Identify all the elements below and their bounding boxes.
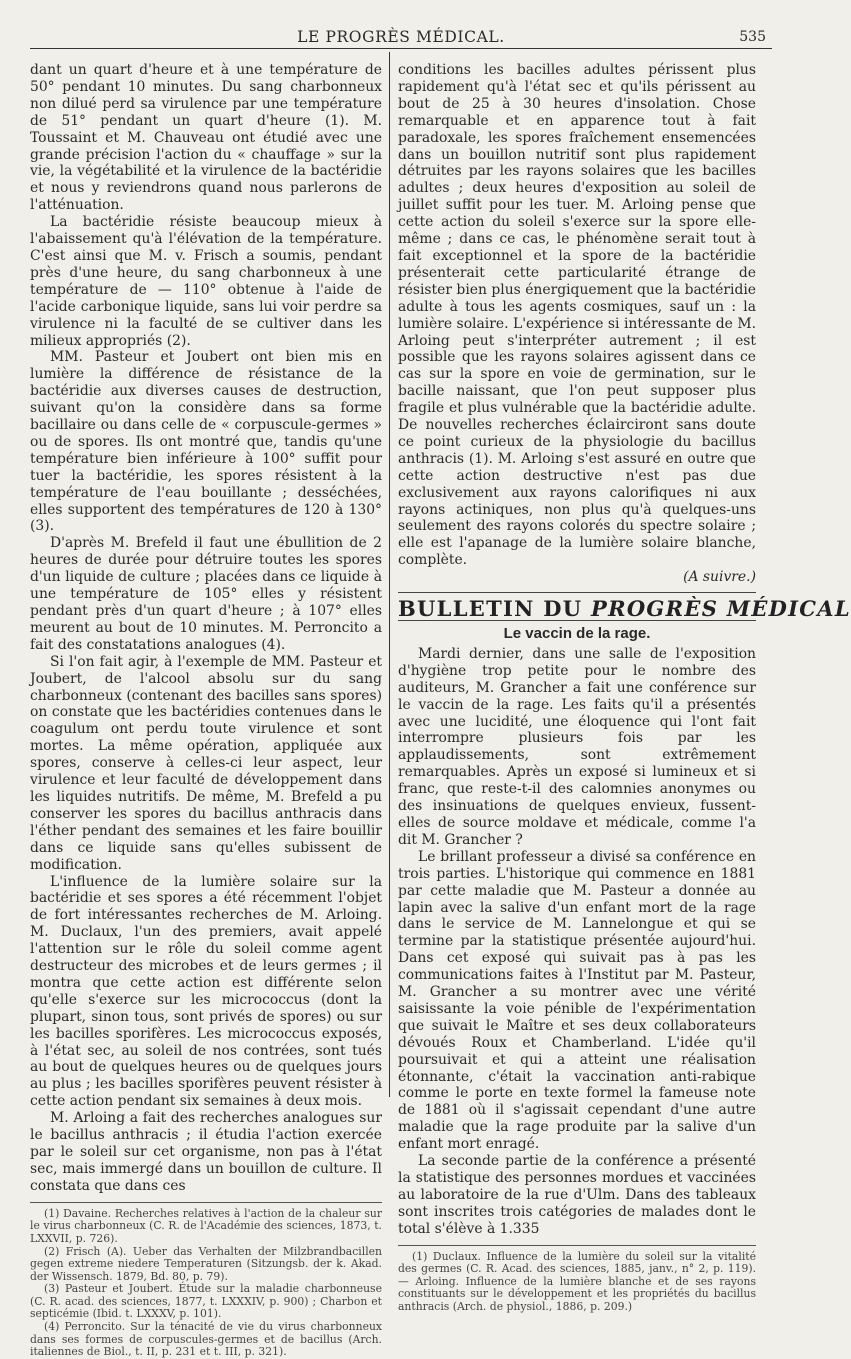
footnote: (1) Duclaux. Influence de la lumière du soleil sur la vitalité des germes (C. R. Acad. des sciences, 1885, janv., n° 2, p. 119). — Arloing. Influence de la lumière blanche et de ses rayons constituants sur le développement et les propriétés du bacillus anthracis (Arch. de physiol., 1886, p. 209.): [398, 1249, 756, 1313]
footnote: (2) Frisch (A). Ueber das Verhalten der Milzbrandbacillen gegen extreme niedere Temperaturen (Sitzungsb. der k. Akad. der Wissensch. 1879, Bd. 80, p. 79).: [30, 1244, 382, 1283]
bulletin-name: PROGRÈS MÉDICAL: [591, 596, 851, 622]
paragraph: Mardi dernier, dans une salle de l'exposition d'hygiène trop petite pour le nombre des auditeurs, M. Grancher a fait une conférence sur le vaccin de la rage. Les faits qu'il a présentés avec une lucidité, une éloquence qui l'ont fait interrompre plusieurs fois par les applaudissements, sont extrêmement remarquables. Après un exposé si lumineux et si franc, que reste-t-il des calomnies anonymes ou des insinuations de quelques envieux, fussent-elles de source moldave et médicale, comme l'a dit M. Grancher ?: [398, 645, 756, 848]
footnote: (3) Pasteur et Joubert. Étude sur la maladie charbonneuse (C. R. acad. des sciences, 1877, t. LXXXIV, p. 900) ; Charbon et septicémie (Ibid. t. LXXXV, p. 101).: [30, 1282, 382, 1321]
page-header: [30, 24, 772, 49]
journal-title: LE PROGRÈS MÉDICAL.: [297, 28, 505, 46]
page-number: 535: [739, 29, 766, 45]
paragraph: M. Arloing a fait des recherches analogues sur le bacillus anthracis ; il étudia l'action exercée par le soleil sur cet organisme, non pas à l'état sec, mais immergé dans un bouillon de culture. Il constata que dans ces: [30, 1110, 382, 1194]
paragraph: La bactéridie résiste beaucoup mieux à l'abaissement qu'à l'élévation de la température. C'est ainsi que M. v. Frisch a soumis, pendant près d'une heure, du sang charbonneux à une température de — 110° obtenue à l'aide de l'acide carbonique liquide, sans lui voir perdre sa virulence ni la faculté de se cultiver dans les milieux appropriés (2).: [30, 214, 382, 349]
paragraph: Si l'on fait agir, à l'exemple de MM. Pasteur et Joubert, de l'alcool absolu sur du sang charbonneux (contenant des bacilles sans spores) on constate que les bactéridies contenues dans le coagulum ont perdu toute virulence et sont mortes. La même opération, appliquée aux spores, conserve à celles-ci leur aspect, leur virulence et leur faculté de développement dans les liquides nutritifs. De même, M. Brefeld a pu conserver les spores du bacillus anthracis dans l'éther pendant des semaines et les faire bouillir dans ce liquide sans qu'elles subissent de modification.: [30, 653, 382, 873]
footnotes: [30, 1208, 382, 1359]
footnote-separator: [30, 1202, 382, 1203]
footnote-separator: [398, 1245, 756, 1246]
footnotes: [398, 1251, 756, 1314]
paragraph: conditions les bacilles adultes périssent plus rapidement qu'à l'état sec et qu'ils périssent au bout de 25 à 30 heures d'insolation. Chose remarquable et en apparence tout à fait paradoxale, les spores fraîchement ensemencées dans un bouillon nutritif sont plus rapidement détruites par les rayons solaires que les bacilles adultes ; deux heures d'exposition au soleil de juillet suffit pour les tuer. M. Arloing pense que cette action du soleil s'exerce sur la spore elle-même ; dans ce cas, le phénomène serait tout à fait exceptionnel et la spore de la bactéridie présenterait cette particularité étrange de résister bien plus énergiquement que la bactéridie adulte à tous les agents cosmiques, sauf un : la lumière solaire. L'expérience si intéressante de M. Arloing peut s'interpréter autrement ; il est possible que les rayons solaires agissent dans ce cas sur la spore en voie de germination, sur le bacille naissant, que l'on peut supposer plus fragile et plus vulnérable que la bactéridie adulte. De nouvelles recherches éclairciront sans doute ce point curieux de la physiologie du bacillus anthracis (1). M. Arloing s'est assuré en outre que cette action destructive n'est pas due exclusivement aux rayons calorifiques ni aux rayons actiniques, non plus qu'à quelques-uns seulement des rayons colorés du spectre solaire ; elle est l'apanage de la lumière solaire blanche, complète.: [398, 62, 756, 569]
paragraph: L'influence de la lumière solaire sur la bactéridie et ses spores a été récemment l'objet de fort intéressantes recherches de M. Arloing. M. Duclaux, l'un des premiers, avait appelé l'attention sur le rôle du soleil comme agent destructeur des microbes et de leurs germes ; il montra que cette action est différente selon qu'elle s'exerce sur les micrococcus (dont la plupart, sinon tous, sont privés de spores) ou sur les bacilles sporifères. Les micrococcus exposés, à l'état sec, au soleil de nos contrées, sont tués au bout de quelques heures ou de quelques jours au plus ; les bacilles sporifères peuvent résister à cette action pendant six semaines à deux mois.: [30, 873, 382, 1110]
footnote: (1) Davaine. Recherches relatives à l'action de la chaleur sur le virus charbonneux (C. R. de l'Académie des sciences, 1873, t. LXXVII, p. 726).: [30, 1206, 382, 1245]
paragraph: La seconde partie de la conférence a présenté la statistique des personnes mordues et vaccinées au laboratoire de la rue d'Ulm. Dans des tableaux sont inscrites trois catégories de malades dont le total s'élève à 1.335: [398, 1153, 756, 1237]
bulletin-prefix: BULLETIN DU: [398, 596, 591, 622]
paragraph: MM. Pasteur et Joubert ont bien mis en lumière la différence de résistance de la bactéridie aux diverses causes de destruction, suivant qu'on la considère dans sa forme bacillaire ou dans celle de « corpuscule-germes » ou de spores. Ils ont montré que, tandis qu'une température bien inférieure à 100° suffit pour tuer la bactéridie, les spores résistent à la température de l'eau bouillante ; desséchées, elles supportent des températures de 120 à 130° (3).: [30, 349, 382, 535]
section-rule: [398, 592, 756, 593]
article-title: Le vaccin de la rage.: [503, 625, 651, 642]
left-column: [30, 62, 382, 1359]
column-divider: [389, 52, 390, 1097]
a-suivre: (A suivre.): [683, 569, 756, 586]
footnote: (4) Perroncito. Sur la ténacité de vie du virus charbonneux dans ses formes de corpuscules-germes et de bacillus (Arch. italiennes de Biol., t. II, p. 231 et t. III, p. 321).: [30, 1320, 382, 1359]
paragraph: D'après M. Brefeld il faut une ébullition de 2 heures de durée pour détruire toutes les spores d'un liquide de culture ; placées dans ce liquide à une température de 105° elles y résistent pendant près d'un quart d'heure ; à 107° elles meurent au bout de 10 minutes. M. Perroncito a fait des constatations analogues (4).: [30, 535, 382, 653]
bulletin-heading: [398, 596, 851, 622]
right-column: [398, 62, 851, 1314]
paragraph: Le brillant professeur a divisé sa conférence en trois parties. L'historique qui commence en 1881 par cette maladie que M. Pasteur a donnée au lapin avec la salive d'un enfant mort de la rage dans le service de M. Lannelongue et qui se termine par la statistique présentée aujourd'hui. Dans cet exposé qui suivait pas à pas les communications faites à l'Institut par M. Pasteur, M. Grancher a su montrer avec une vérité saisissante la voie pénible de l'expérimentation que suivait le Maître et ses deux collaborateurs dévoués Roux et Chamberland. L'idée qu'il poursuivait et qui a atteint une réalisation étonnante, c'était la vaccination anti-rabique comme le porte en texte formel la fameuse note de 1881 où il s'agissait cependant d'une autre maladie que la rage produite par la salive d'un enfant mort enragé.: [398, 848, 756, 1153]
paragraph: dant un quart d'heure et à une température de 50° pendant 10 minutes. Du sang charbonneux non dilué perd sa virulence par une température de 51° pendant un quart d'heure (1). M. Toussaint et M. Chauveau ont étudié avec une grande précision l'action du « chauffage » sur la vie, la végétabilité et la virulence de la bactéridie et nous y reviendrons quand nous parlerons de l'atténuation.: [30, 62, 382, 214]
